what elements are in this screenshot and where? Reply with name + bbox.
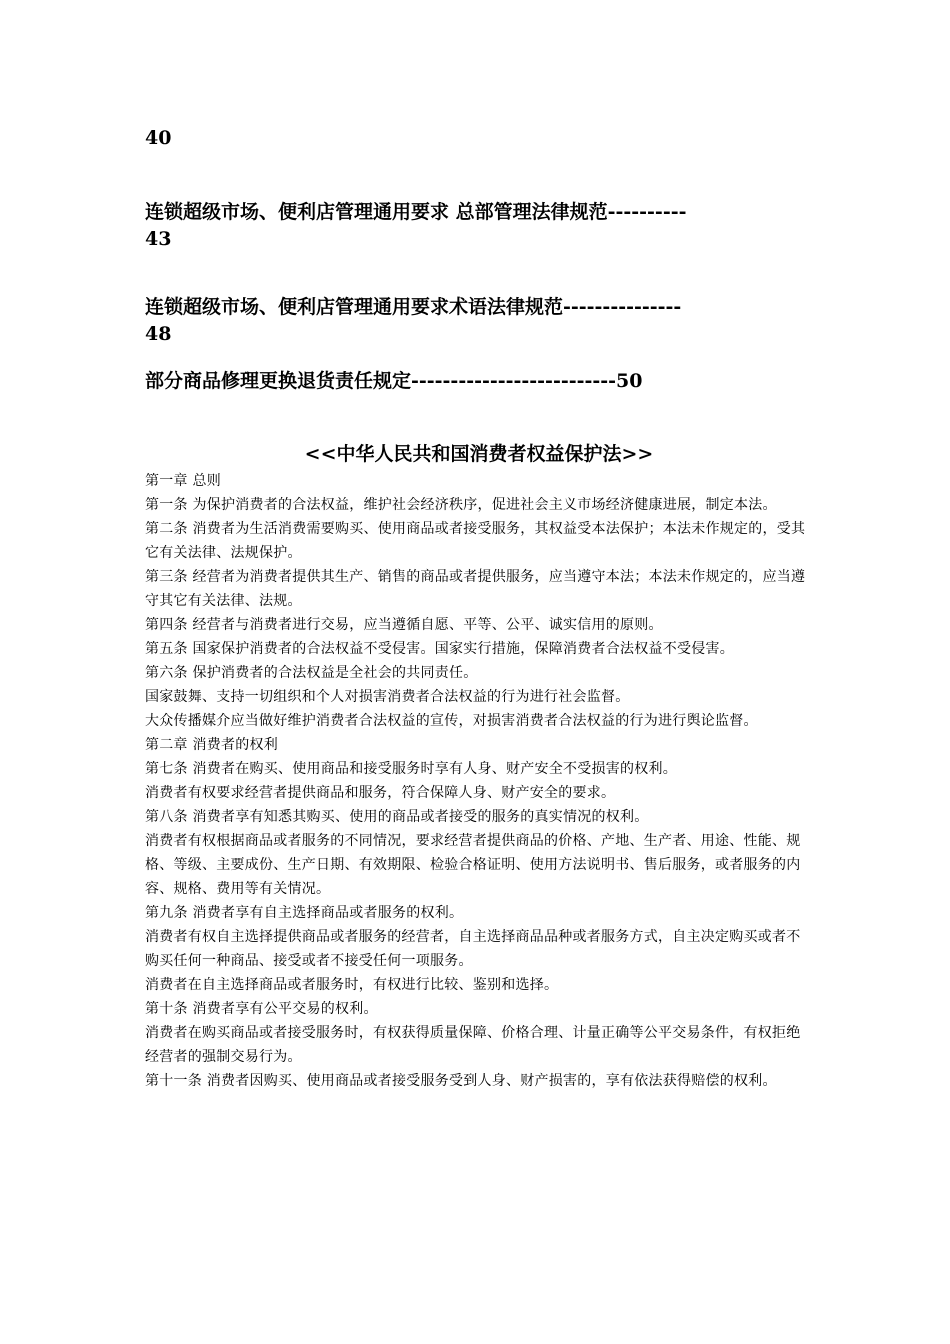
law-article: 第三条 经营者为消费者提供其生产、销售的商品或者提供服务，应当遵守本法；本法未作规定的，应当遵守其它有关法律、法规。 xyxy=(145,569,806,609)
toc-entry[interactable] xyxy=(145,368,813,395)
law-paragraph: 国家鼓舞、支持一切组织和个人对损害消费者合法权益的行为进行社会监督。 xyxy=(145,689,630,705)
law-article: 第七条 消费者在购买、使用商品和接受服务时享有人身、财产安全不受损害的权利。 xyxy=(145,761,677,777)
law-body xyxy=(145,469,810,1093)
law-article: 第六条 保护消费者的合法权益是全社会的共同责任。 xyxy=(145,665,478,681)
law-article: 第十一条 消费者因购买、使用商品或者接受服务受到人身、财产损害的，享有依法获得赔偿的权利。 xyxy=(145,1073,777,1089)
toc-leading-page-number: 40 xyxy=(145,127,172,149)
law-paragraph: 大众传播媒介应当做好维护消费者合法权益的宣传，对损害消费者合法权益的行为进行舆论监督。 xyxy=(145,713,758,729)
toc-entry-page: 43 xyxy=(145,228,172,250)
toc-entry-title: 部分商品修理更换退货责任规定-------------------------- xyxy=(145,370,617,392)
toc-entry-title: 连锁超级市场、便利店管理通用要求术语法律规范--------------- xyxy=(145,296,682,318)
law-article: 第十条 消费者享有公平交易的权利。 xyxy=(145,1001,378,1017)
law-article: 第一条 为保护消费者的合法权益，维护社会经济秩序，促进社会主义市场经济健康进展，制定本法。 xyxy=(145,497,777,513)
chapter-heading: 第一章 总则 xyxy=(145,473,221,489)
law-paragraph: 消费者有权自主选择提供商品或者服务的经营者，自主选择商品品种或者服务方式，自主决定购买或者不购买任何一种商品、接受或者不接受任何一项服务。 xyxy=(145,929,801,969)
law-paragraph: 消费者有权根据商品或者服务的不同情况，要求经营者提供商品的价格、产地、生产者、用途、性能、规格、等级、主要成份、生产日期、有效期限、检验合格证明、使用方法说明书、售后服务，或者服务的内容、规格、费用等有关情况。 xyxy=(145,833,801,897)
toc-entry-title: 连锁超级市场、便利店管理通用要求 总部管理法律规范---------- xyxy=(145,201,687,223)
law-article: 第五条 国家保护消费者的合法权益不受侵害。国家实行措施，保障消费者合法权益不受侵害。 xyxy=(145,641,734,657)
law-paragraph: 消费者在购买商品或者接受服务时，有权获得质量保障、价格合理、计量正确等公平交易条件，有权拒绝经营者的强制交易行为。 xyxy=(145,1025,801,1065)
chapter-heading: 第二章 消费者的权利 xyxy=(145,737,278,753)
toc-entry[interactable] xyxy=(145,294,813,348)
toc-entry-page: 48 xyxy=(145,323,172,345)
law-article: 第二条 消费者为生活消费需要购买、使用商品或者接受服务，其权益受本法保护；本法未作规定的，受其它有关法律、法规保护。 xyxy=(145,521,806,561)
law-paragraph: 消费者有权要求经营者提供商品和服务，符合保障人身、财产安全的要求。 xyxy=(145,785,616,801)
law-article: 第八条 消费者享有知悉其购买、使用的商品或者接受的服务的真实情况的权利。 xyxy=(145,809,649,825)
law-article: 第九条 消费者享有自主选择商品或者服务的权利。 xyxy=(145,905,464,921)
law-title: <<中华人民共和国消费者权益保护法>> xyxy=(304,443,654,465)
law-article: 第四条 经营者与消费者进行交易，应当遵循自愿、平等、公平、诚实信用的原则。 xyxy=(145,617,663,633)
toc-entry[interactable] xyxy=(145,199,813,253)
toc-entry-page: 50 xyxy=(616,370,643,392)
law-paragraph: 消费者在自主选择商品或者服务时，有权进行比较、鉴别和选择。 xyxy=(145,977,559,993)
